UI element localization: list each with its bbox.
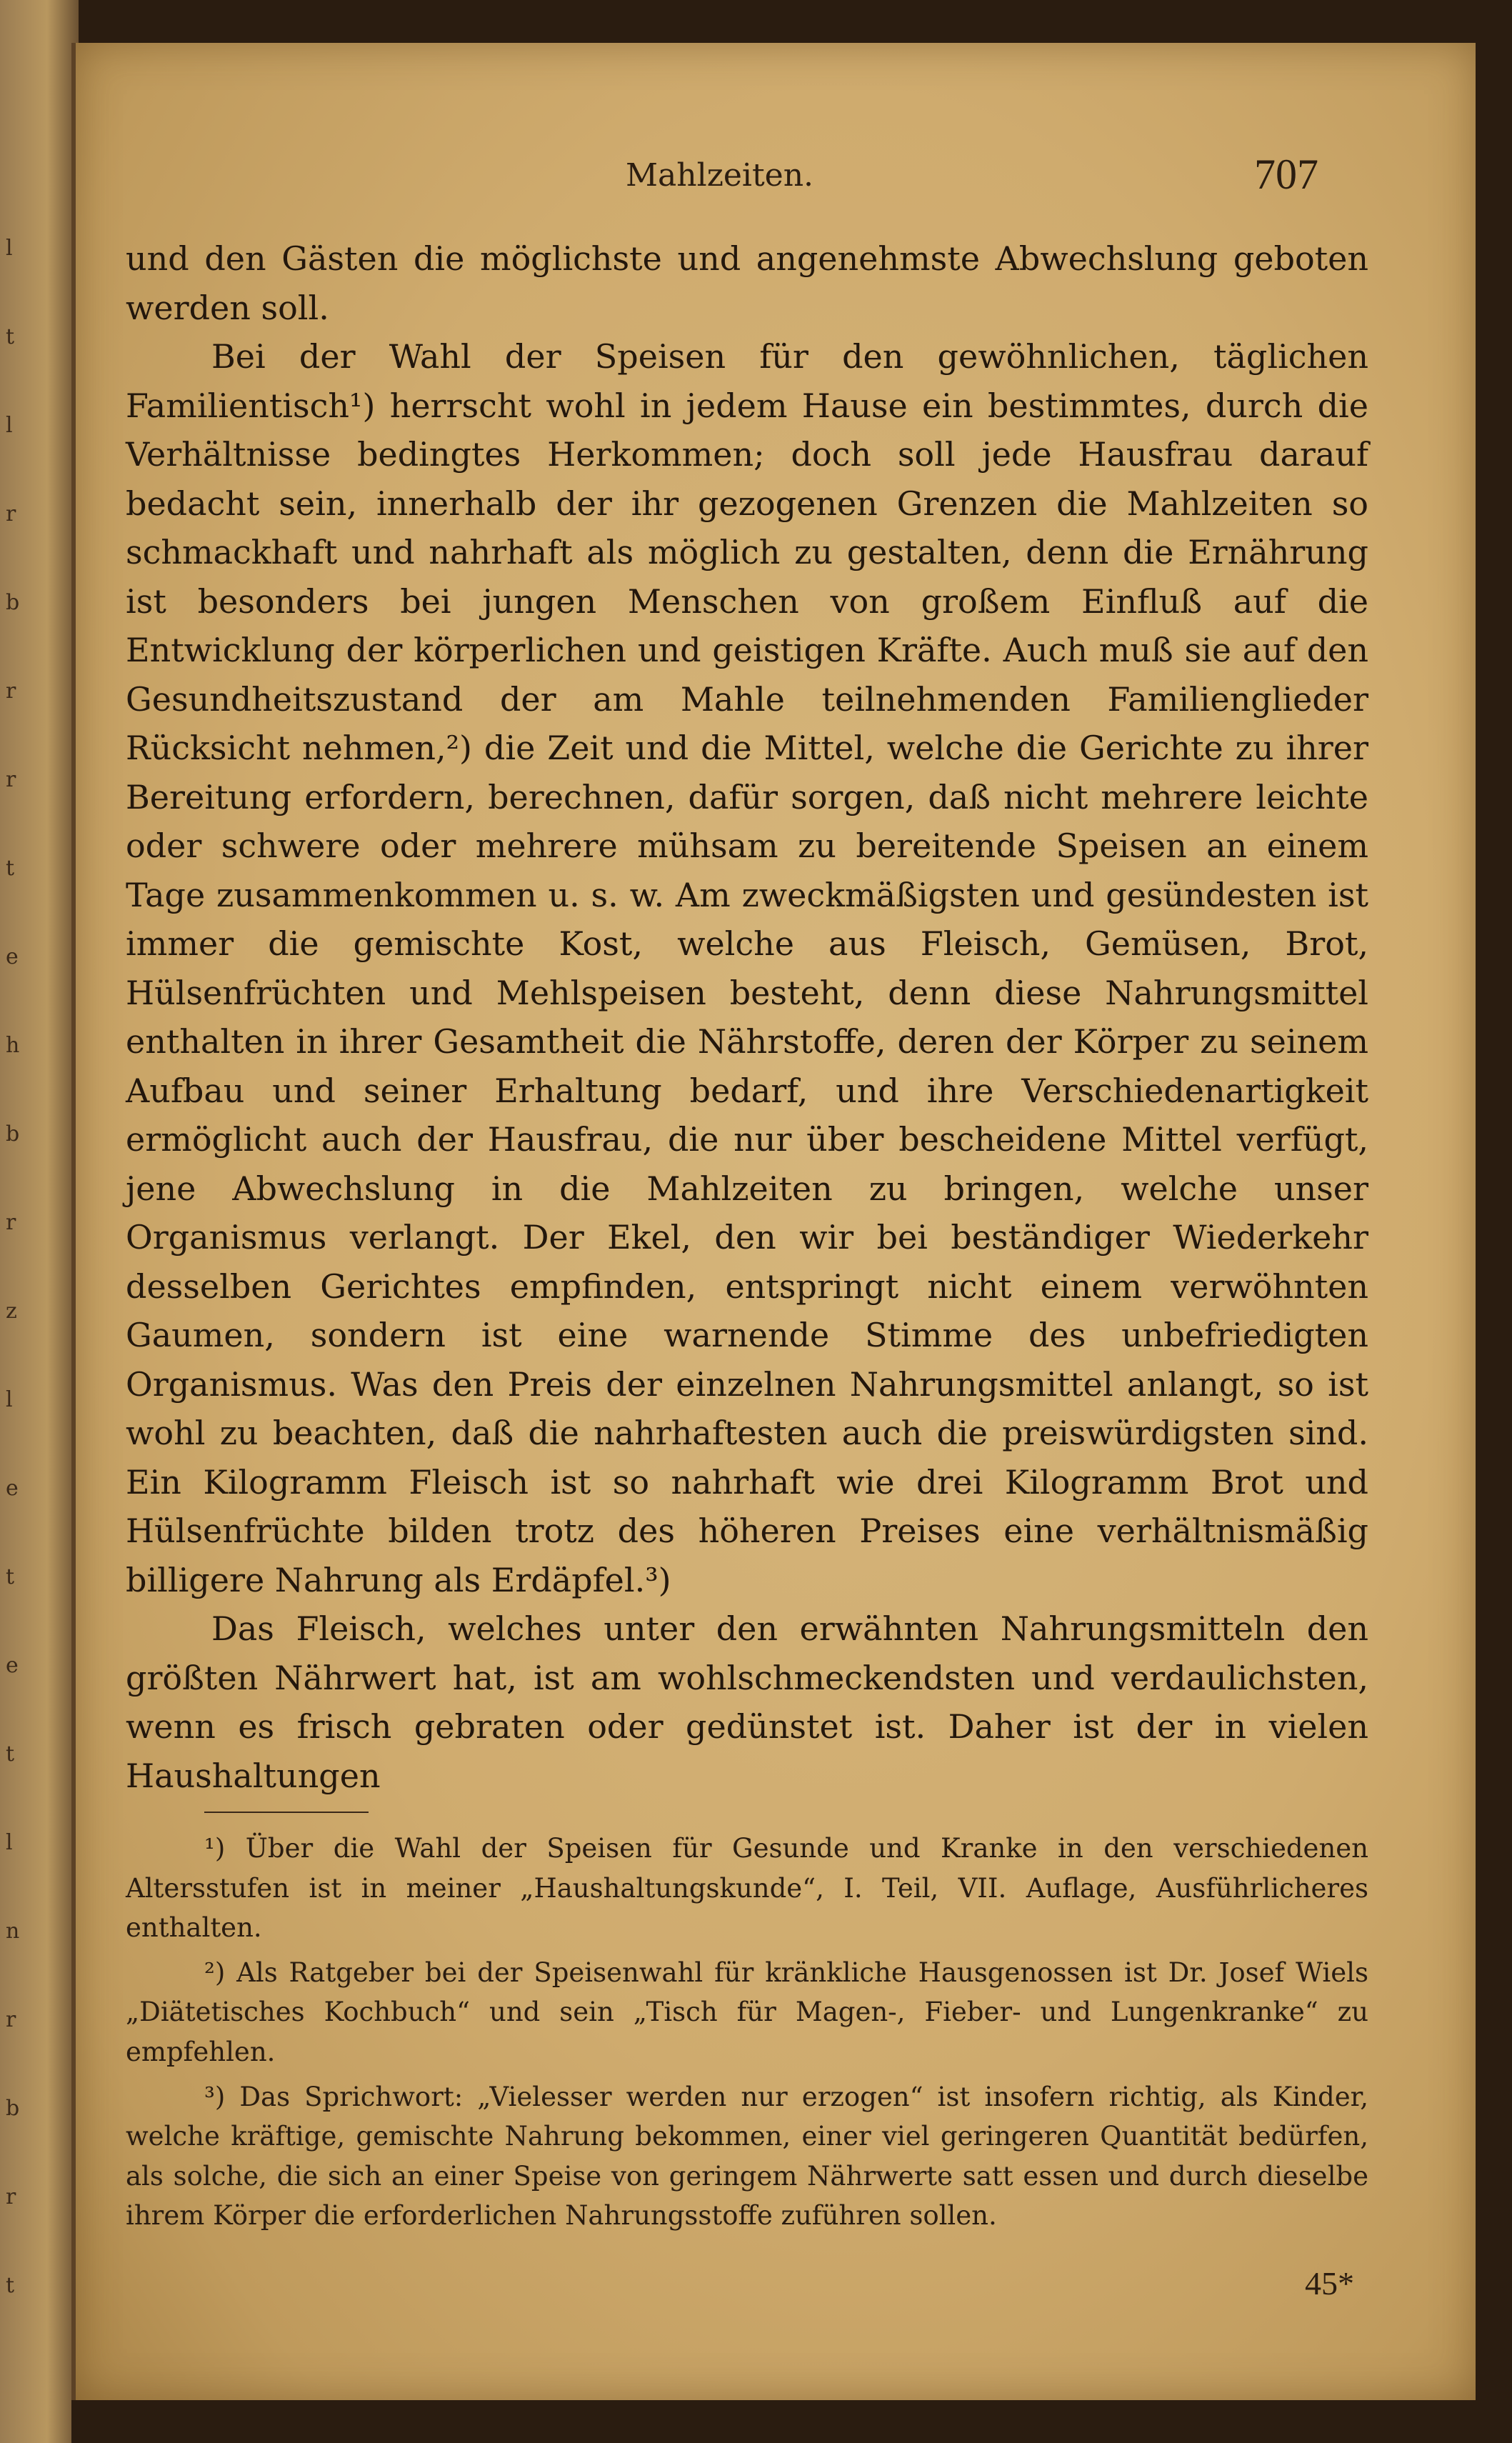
paragraph-continued: und den Gästen die möglichste und angenehmste Abwechslung geboten werden soll. bbox=[126, 239, 1368, 327]
footnote-3: ³) Das Sprichwort: „Vielesser werden nur erzogen“ ist insofern richtig, als Kinder, welche kräftige, gemischte Nahrung bekommen, einer viel geringeren Quantität bedürfen, als solche, die sich an einer Speise von geringem Nährwerte satt essen und durch dieselbe ihrem Körper die erforderlichen Nahrungsstoffe zuführen sollen. bbox=[126, 2081, 1368, 2232]
paragraph-meal-choice: Bei der Wahl der Speisen für den gewöhnlichen, täglichen Familientisch¹) herrscht wohl in jedem Hause ein bestimmtes, durch die Verhältnisse bedingtes Herkommen; doch soll jede Hausfrau darauf bedacht sein, innerhalb der ihr gezogenen Grenzen die Mahlzeiten so schmackhaft und nahrhaft als möglich zu gestalten, denn die Ernährung ist besonders bei jungen Menschen von großem Einfluß auf die Entwicklung der körperlichen und geistigen Kräfte. Auch muß sie auf den Gesundheitszustand der am Mahle teilnehmenden Familienglieder Rücksicht nehmen,²) die Zeit und die Mittel, welche die Gerichte zu ihrer Bereitung erfordern, berechnen, dafür sorgen, daß nicht mehrere leichte oder schwere oder mehrere mühsam zu bereitende Speisen an einem Tage zusammenkommen u. s. w. Am zweckmäßigsten und gesündesten ist immer die gemischte Kost, welche aus Fleisch, Gemüsen, Brot, Hülsenfrüchten und Mehlspeisen besteht, denn diese Nahrungsmittel enthalten in ihrer Gesamtheit die Nährstoffe, deren der Körper zu seinem Aufbau und seiner Erhaltung bedarf, und ihre Verschiedenartigkeit ermöglicht auch der Hausfrau, die nur über bescheidene Mittel verfügt, jene Abwechslung in die Mahlzeiten zu bringen, welche unser Organismus verlangt. Der Ekel, den wir bei beständiger Wiederkehr desselben Gerichtes empfinden, entspringt nicht einem verwöhnten Gaumen, sondern ist eine warnende Stimme des unbefriedigten Organismus. Was den Preis der einzelnen Nahrungsmittel anlangt, so ist wohl zu beachten, daß die nahrhaftesten auch die preiswürdigsten sind. Ein Kilogramm Fleisch ist so nahrhaft wie drei Kilogramm Brot und Hülsenfrüchte bilden trotz des höheren Preises eine verhältnismäßig billigere Nahrung als Erdäpfel.³) bbox=[126, 337, 1368, 1599]
footnote-divider bbox=[204, 1812, 369, 1813]
margin-letter: e bbox=[6, 1653, 19, 1678]
printer-signature-mark: 45* bbox=[1305, 2265, 1354, 2302]
margin-letter: r bbox=[6, 767, 16, 792]
previous-page-margin-letters bbox=[0, 0, 79, 2443]
margin-letter: l bbox=[6, 236, 13, 261]
margin-letter: t bbox=[6, 1742, 15, 1767]
book-page bbox=[71, 43, 1476, 2400]
margin-letter: r bbox=[6, 501, 16, 526]
margin-letter: h bbox=[6, 1033, 20, 1058]
main-text bbox=[126, 234, 1368, 1800]
margin-letter: l bbox=[6, 413, 13, 438]
margin-letter: e bbox=[6, 944, 19, 969]
footnote-2: ²) Als Ratgeber bei der Speisenwahl für kränkliche Hausgenossen ist Dr. Josef Wiels „Diätetisches Kochbuch“ und sein „Tisch für Magen-, Fieber- und Lungenkranke“ zu empfehlen. bbox=[126, 1957, 1368, 2067]
margin-letter: r bbox=[6, 2184, 16, 2209]
margin-letter: b bbox=[6, 1121, 20, 1146]
running-header bbox=[76, 150, 1476, 207]
margin-letter: t bbox=[6, 856, 15, 881]
margin-letter: r bbox=[6, 2007, 16, 2032]
margin-letter: t bbox=[6, 2273, 15, 2298]
footnote-1: ¹) Über die Wahl der Speisen für Gesunde und Kranke in den verschiedenen Altersstufen ist in meiner „Haushaltungskunde“, I. Teil, VII. Auflage, Ausführlicheres enthalten. bbox=[126, 1833, 1368, 1944]
running-title: Mahlzeiten. bbox=[626, 157, 814, 194]
margin-letter: l bbox=[6, 1387, 13, 1412]
paragraph-meat: Das Fleisch, welches unter den erwähnten Nahrungsmitteln den größten Nährwert hat, ist am wohlschmeckendsten und verdaulichsten, wenn es frisch gebraten oder gedünstet ist. Daher ist der in vielen Haushaltungen bbox=[126, 1609, 1368, 1795]
page-number: 707 bbox=[1254, 151, 1318, 198]
margin-letter: t bbox=[6, 324, 15, 349]
margin-letter: t bbox=[6, 1564, 15, 1589]
margin-letter: z bbox=[6, 1299, 17, 1324]
margin-letter: r bbox=[6, 1210, 16, 1235]
background-edge bbox=[71, 2400, 1512, 2443]
margin-letter: b bbox=[6, 2096, 20, 2121]
footnotes bbox=[126, 1829, 1368, 2241]
margin-letter: n bbox=[6, 1919, 20, 1944]
margin-letter: r bbox=[6, 679, 16, 704]
margin-letter: b bbox=[6, 590, 20, 615]
margin-letter: l bbox=[6, 1830, 13, 1855]
margin-letter: e bbox=[6, 1476, 19, 1501]
